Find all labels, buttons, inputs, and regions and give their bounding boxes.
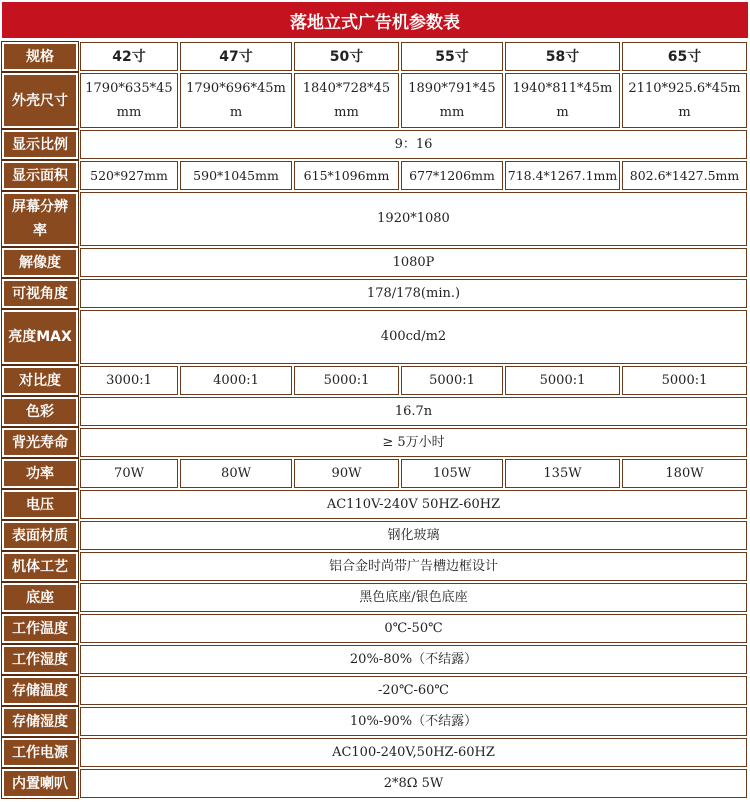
column-header: 42寸 — [80, 42, 178, 71]
value-cell: 1790*696*45mm — [180, 73, 292, 128]
value-cell-span: 1920*1080 — [80, 192, 747, 246]
value-cell-span: 0℃-50℃ — [80, 614, 747, 643]
row-label: 显示面积 — [2, 161, 78, 190]
row-label: 解像度 — [2, 248, 78, 277]
value-cell-span: 16.7n — [80, 397, 747, 426]
row-label: 色彩 — [2, 397, 78, 426]
value-cell: 802.6*1427.5mm — [622, 161, 747, 190]
value-cell-span: 黑色底座/银色底座 — [80, 583, 747, 612]
value-cell: 180W — [622, 459, 747, 488]
value-cell-span: 178/178(min.) — [80, 279, 747, 308]
column-header: 58寸 — [505, 42, 620, 71]
value-cell: 615*1096mm — [294, 161, 399, 190]
value-cell-span: 10%-90%（不结露） — [80, 707, 747, 736]
row-label: 显示比例 — [2, 130, 78, 159]
value-cell: 4000:1 — [180, 366, 292, 395]
row-label: 背光寿命 — [2, 428, 78, 457]
column-header: 65寸 — [622, 42, 747, 71]
value-cell: 135W — [505, 459, 620, 488]
value-cell: 3000:1 — [80, 366, 178, 395]
row-label: 可视角度 — [2, 279, 78, 308]
value-cell: 70W — [80, 459, 178, 488]
table-title: 落地立式广告机参数表 — [2, 2, 748, 38]
value-cell: 718.4*1267.1mm — [505, 161, 620, 190]
value-cell: 1890*791*45mm — [401, 73, 503, 128]
value-cell: 677*1206mm — [401, 161, 503, 190]
value-cell: 5000:1 — [505, 366, 620, 395]
value-cell: 90W — [294, 459, 399, 488]
value-cell: 1840*728*45mm — [294, 73, 399, 128]
value-cell: 5000:1 — [294, 366, 399, 395]
row-label: 屏幕分辨率 — [2, 192, 78, 246]
row-label: 底座 — [2, 583, 78, 612]
value-cell-span: AC100-240V,50HZ-60HZ — [80, 738, 747, 767]
row-label: 电压 — [2, 490, 78, 519]
value-cell: 80W — [180, 459, 292, 488]
value-cell-span: 1080P — [80, 248, 747, 277]
row-label: 机体工艺 — [2, 552, 78, 581]
value-cell: 105W — [401, 459, 503, 488]
value-cell-span: 钢化玻璃 — [80, 521, 747, 550]
row-label: 存储温度 — [2, 676, 78, 705]
row-label: 工作温度 — [2, 614, 78, 643]
row-label: 表面材质 — [2, 521, 78, 550]
column-header: 47寸 — [180, 42, 292, 71]
row-label: 工作湿度 — [2, 645, 78, 674]
value-cell-span: 铝合金时尚带广告槽边框设计 — [80, 552, 747, 581]
value-cell-span: ≥ 5万小时 — [80, 428, 747, 457]
value-cell: 2110*925.6*45mm — [622, 73, 747, 128]
row-label: 内置喇叭 — [2, 769, 78, 798]
value-cell-span: AC110V-240V 50HZ-60HZ — [80, 490, 747, 519]
value-cell: 520*927mm — [80, 161, 178, 190]
row-label: 亮度MAX — [2, 310, 78, 364]
row-label: 功率 — [2, 459, 78, 488]
value-cell-span: 2*8Ω 5W — [80, 769, 747, 798]
value-cell: 590*1045mm — [180, 161, 292, 190]
column-header: 50寸 — [294, 42, 399, 71]
value-cell: 5000:1 — [401, 366, 503, 395]
value-cell-span: 9：16 — [80, 130, 747, 159]
row-label: 外壳尺寸 — [2, 73, 78, 128]
value-cell-span: 20%-80%（不结露） — [80, 645, 747, 674]
row-label: 对比度 — [2, 366, 78, 395]
row-label: 存储湿度 — [2, 707, 78, 736]
column-header: 55寸 — [401, 42, 503, 71]
value-cell-span: 400cd/m2 — [80, 310, 747, 364]
row-label: 规格 — [2, 42, 78, 71]
value-cell-span: -20℃-60℃ — [80, 676, 747, 705]
value-cell: 1790*635*45mm — [80, 73, 178, 128]
value-cell: 1940*811*45mm — [505, 73, 620, 128]
row-label: 工作电源 — [2, 738, 78, 767]
value-cell: 5000:1 — [622, 366, 747, 395]
